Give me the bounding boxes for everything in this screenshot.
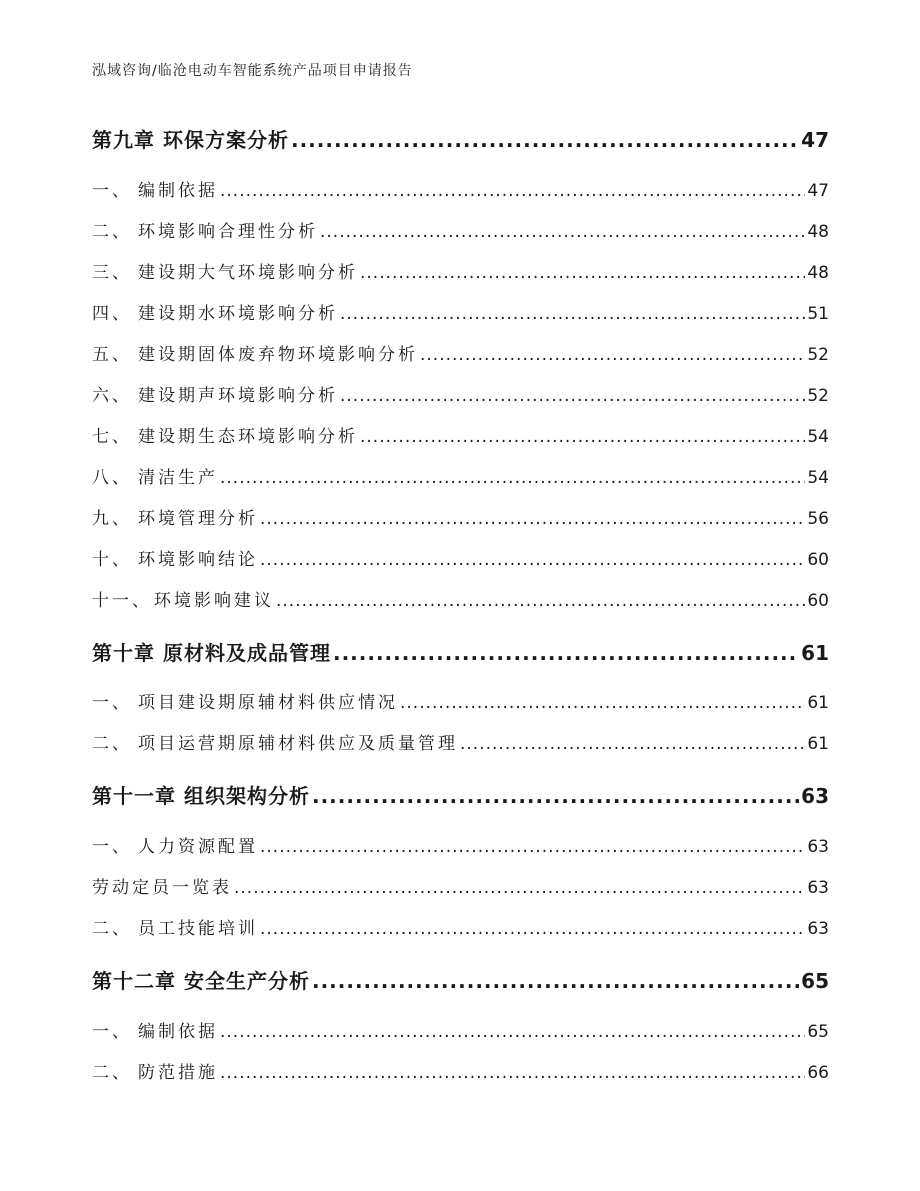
toc-entry-title: 建设期水环境影响分析	[138, 304, 338, 324]
toc-entry-number: 四、	[92, 304, 132, 324]
toc-entry-number: 二、	[92, 222, 132, 242]
toc-section-entry[interactable]	[92, 688, 829, 713]
toc-dot-leader	[234, 878, 805, 898]
toc-entry-label	[92, 832, 258, 857]
toc-dot-leader	[260, 837, 805, 857]
toc-section-entry[interactable]	[92, 504, 829, 529]
toc-dot-leader	[340, 386, 805, 406]
toc-dot-leader	[360, 427, 805, 447]
toc-dot-leader	[260, 550, 805, 570]
toc-entry-title: 第九章 环保方案分析	[92, 128, 289, 152]
toc-page-number: 66	[807, 1063, 829, 1083]
toc-entry-label	[92, 217, 318, 242]
toc-entry-title: 编制依据	[138, 1022, 218, 1042]
toc-entry-number: 九、	[92, 509, 132, 529]
toc-section-entry[interactable]	[92, 422, 829, 447]
toc-entry-title: 环境影响结论	[138, 550, 258, 570]
toc-entry-label	[92, 586, 274, 611]
toc-entry-label	[92, 340, 418, 365]
toc-entry-number: 二、	[92, 919, 132, 939]
toc-dot-leader	[420, 345, 805, 365]
toc-page-number: 54	[807, 468, 829, 488]
toc-section-entry[interactable]	[92, 258, 829, 283]
toc-dot-leader	[333, 641, 799, 665]
toc-entry-number: 二、	[92, 734, 132, 754]
toc-dot-leader	[340, 304, 805, 324]
toc-entry-title: 员工技能培训	[138, 919, 258, 939]
toc-entry-title: 第十章 原材料及成品管理	[92, 641, 331, 665]
toc-page-number: 63	[807, 878, 829, 898]
toc-page-number: 52	[807, 345, 829, 365]
toc-entry-label	[92, 422, 358, 447]
toc-section-entry[interactable]	[92, 217, 829, 242]
toc-entry-title: 建设期声环境影响分析	[138, 386, 338, 406]
toc-page-number: 47	[807, 181, 829, 201]
toc-entry-label	[92, 381, 338, 406]
toc-entry-title: 环境管理分析	[138, 509, 258, 529]
toc-entry-number: 八、	[92, 468, 132, 488]
toc-dot-leader	[220, 468, 805, 488]
toc-page-number: 60	[807, 550, 829, 570]
toc-entry-number: 一、	[92, 181, 132, 201]
toc-page-number: 65	[807, 1022, 829, 1042]
toc-entry-title: 环境影响建议	[154, 591, 274, 611]
toc-dot-leader	[400, 693, 805, 713]
toc-entry-label	[92, 780, 310, 809]
toc-entry-number: 一、	[92, 1022, 132, 1042]
toc-entry-title: 防范措施	[138, 1063, 218, 1083]
toc-entry-label	[92, 124, 289, 153]
toc-section-entry[interactable]	[92, 729, 829, 754]
toc-entry-title: 项目建设期原辅材料供应情况	[138, 693, 398, 713]
toc-dot-leader	[320, 222, 805, 242]
toc-page-number: 61	[801, 641, 829, 665]
toc-chapter-entry[interactable]	[92, 780, 829, 809]
toc-chapter-entry[interactable]	[92, 965, 829, 994]
toc-section-entry[interactable]	[92, 586, 829, 611]
toc-page-number: 61	[807, 734, 829, 754]
toc-dot-leader	[220, 1022, 805, 1042]
toc-entry-label	[92, 1017, 218, 1042]
toc-entry-title: 第十二章 安全生产分析	[92, 969, 310, 993]
toc-section-entry[interactable]	[92, 381, 829, 406]
page-header: 泓域咨询/临沧电动车智能系统产品项目申请报告	[92, 63, 413, 79]
toc-entry-number: 一、	[92, 837, 132, 857]
toc-entry-label	[92, 637, 331, 666]
toc-dot-leader	[291, 128, 799, 152]
toc-dot-leader	[276, 591, 805, 611]
toc-entry-number: 一、	[92, 693, 132, 713]
toc-entry-title: 项目运营期原辅材料供应及质量管理	[138, 734, 458, 754]
toc-page-number: 63	[807, 837, 829, 857]
toc-chapter-entry[interactable]	[92, 124, 829, 153]
toc-dot-leader	[260, 509, 805, 529]
toc-page-number: 51	[807, 304, 829, 324]
toc-entry-number: 七、	[92, 427, 132, 447]
toc-page-number: 65	[801, 969, 829, 993]
toc-entry-title: 清洁生产	[138, 468, 218, 488]
toc-entry-label	[92, 176, 218, 201]
toc-section-entry[interactable]	[92, 1017, 829, 1042]
toc-chapter-entry[interactable]	[92, 637, 829, 666]
toc-entry-label	[92, 258, 358, 283]
toc-section-entry[interactable]	[92, 832, 829, 857]
toc-entry-label	[92, 1058, 218, 1083]
toc-page-number: 47	[801, 128, 829, 152]
toc-entry-label	[92, 965, 310, 994]
toc-entry-title: 编制依据	[138, 181, 218, 201]
toc-page-number: 63	[801, 784, 829, 808]
toc-entry-label	[92, 688, 398, 713]
toc-page-number: 48	[807, 263, 829, 283]
toc-section-entry[interactable]	[92, 299, 829, 324]
toc-dot-leader	[460, 734, 805, 754]
toc-entry-label	[92, 299, 338, 324]
toc-entry-number: 十、	[92, 550, 132, 570]
toc-entry-title: 建设期大气环境影响分析	[138, 263, 358, 283]
toc-dot-leader	[312, 969, 799, 993]
toc-section-entry[interactable]	[92, 545, 829, 570]
toc-section-entry[interactable]	[92, 176, 829, 201]
toc-dot-leader	[220, 181, 805, 201]
toc-entry-number: 十一、	[92, 591, 152, 611]
toc-page-number: 61	[807, 693, 829, 713]
toc-dot-leader	[360, 263, 805, 283]
toc-dot-leader	[312, 784, 799, 808]
toc-section-entry[interactable]	[92, 340, 829, 365]
toc-entry-number: 三、	[92, 263, 132, 283]
toc-section-entry[interactable]	[92, 914, 829, 939]
toc-dot-leader	[260, 919, 805, 939]
toc-section-entry[interactable]	[92, 463, 829, 488]
toc-entry-number: 二、	[92, 1063, 132, 1083]
toc-entry-label	[92, 504, 258, 529]
toc-page-number: 56	[807, 509, 829, 529]
toc-entry-label	[92, 463, 218, 488]
toc-entry-label	[92, 873, 232, 898]
toc-entry-title: 建设期固体废弃物环境影响分析	[138, 345, 418, 365]
toc-entry-title: 建设期生态环境影响分析	[138, 427, 358, 447]
toc-section-entry[interactable]	[92, 1058, 829, 1083]
toc-entry-number: 六、	[92, 386, 132, 406]
toc-section-entry[interactable]	[92, 873, 829, 898]
toc-entry-label	[92, 545, 258, 570]
toc-page-number: 63	[807, 919, 829, 939]
toc-entry-label	[92, 729, 458, 754]
toc-page-number: 60	[807, 591, 829, 611]
toc-entry-title: 第十一章 组织架构分析	[92, 784, 310, 808]
toc-dot-leader	[220, 1063, 805, 1083]
toc-entry-title: 人力资源配置	[138, 837, 258, 857]
toc-page-number: 48	[807, 222, 829, 242]
toc-entry-title: 环境影响合理性分析	[138, 222, 318, 242]
toc-entry-number: 五、	[92, 345, 132, 365]
toc-page-number: 54	[807, 427, 829, 447]
toc-entry-label	[92, 914, 258, 939]
toc-page-number: 52	[807, 386, 829, 406]
toc-entry-title: 劳动定员一览表	[92, 878, 232, 898]
